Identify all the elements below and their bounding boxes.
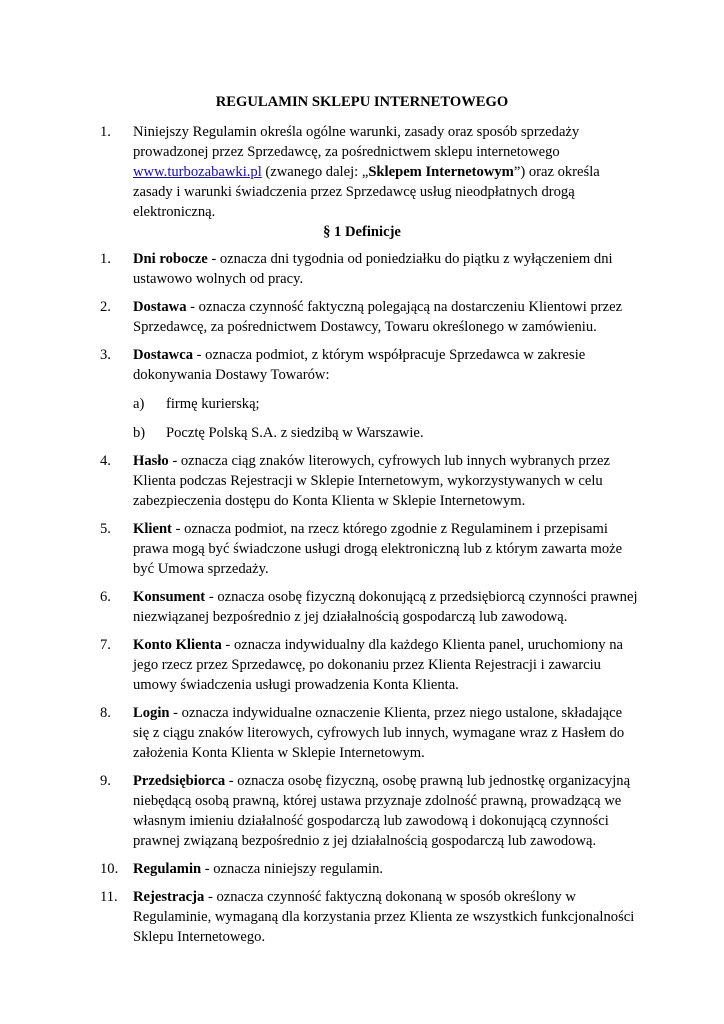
definition-text — [133, 703, 640, 763]
shop-url-link[interactable]: www.turbozabawki.pl — [133, 164, 262, 180]
definition-body: - oznacza dni tygodnia od poniedziałku do piątku z wyłączeniem dni ustawowo wolnych od pracy. — [133, 251, 613, 287]
definition-body: - oznacza niniejszy regulamin. — [201, 861, 384, 877]
definition-term: Dostawa — [133, 299, 187, 315]
definition-item — [100, 859, 640, 879]
subitem-text: Pocztę Polską S.A. z siedzibą w Warszawie. — [166, 425, 424, 441]
definition-text — [133, 887, 640, 947]
definition-item — [100, 345, 640, 443]
definition-text — [133, 859, 640, 879]
definition-body: - oznacza ciąg znaków literowych, cyfrowych lub innych wybranych przez Klienta podczas Rejestracji w Sklepie Internetowym, wykorzystywanych w celu zabezpieczenia dostępu do Konta Klienta w Sklepie Internetowym. — [133, 453, 610, 509]
definition-item — [100, 703, 640, 763]
definition-text — [133, 587, 640, 627]
document-title: REGULAMIN SKLEPU INTERNETOWEGO — [215, 94, 509, 110]
subitem — [133, 394, 640, 414]
definition-body: - oznacza podmiot, na rzecz którego zgodnie z Regulaminem i przepisami prawa mogą być świadczone usługi drogą elektroniczną lub z którym zawarta może być Umowa sprzedaży. — [133, 521, 623, 577]
definition-number: 8. — [100, 705, 111, 721]
definition-number: 5. — [100, 521, 111, 537]
definition-term: Dostawca — [133, 347, 193, 363]
subitem-text: firmę kurierską; — [166, 396, 260, 412]
intro-text-end: ”) oraz określa zasady i warunki świadczenia przez Sprzedawcę usług nieodpłatnych drogą elektroniczną. — [133, 164, 600, 220]
definition-item — [100, 635, 640, 695]
intro-number: 1. — [100, 124, 111, 140]
definition-number: 7. — [100, 637, 111, 653]
definition-body: - oznacza indywidualne oznaczenie Klienta, przez niego ustalone, składające się z ciągu znaków literowych, cyfrowych lub innych, wymagane wraz z Hasłem do założenia Konta Klienta w Sklepie Internetowym. — [133, 705, 625, 761]
definition-term: Hasło — [133, 453, 169, 469]
definition-term: Rejestracja — [133, 889, 205, 905]
definition-term: Regulamin — [133, 861, 202, 877]
definition-term: Dni robocze — [133, 251, 208, 267]
intro-text-mid: (zwanego dalej: „ — [261, 164, 369, 180]
definition-text — [133, 519, 640, 579]
definition-body: - oznacza indywidualny dla każdego Klienta panel, uruchomiony na jego rzecz przez Sprzedawcę, po dokonaniu przez Klienta Rejestracji i zawarciu umowy świadczenia usługi prowadzenia Konta Klienta. — [133, 637, 623, 693]
definition-number: 2. — [100, 299, 111, 315]
definition-item — [100, 771, 640, 851]
definition-number: 10. — [100, 861, 119, 877]
definition-body: - oznacza osobę fizyczną, osobę prawną lub jednostkę organizacyjną niebędącą osobą prawną, której ustawa przyznaje zdolność prawną, prowadzącą we własnym imieniu działalność gospodarczą lub zawodową i dokonującą czynności prawnej związaną bezpośrednio z jej działalnością gospodarczą lub zawodową. — [133, 773, 631, 849]
subitem-letter: a) — [133, 396, 145, 412]
definition-term: Klient — [133, 521, 172, 537]
definition-number: 1. — [100, 251, 111, 267]
subitem-letter: b) — [133, 425, 146, 441]
subitem — [133, 423, 640, 443]
definition-number: 3. — [100, 347, 111, 363]
definition-item — [100, 887, 640, 947]
section-title: § 1 Definicje — [323, 224, 401, 240]
definition-body: - oznacza czynność faktyczną polegającą na dostarczeniu Klientowi przez Sprzedawcę, za pośrednictwem Dostawcy, Towaru określonego w zamówieniu. — [133, 299, 623, 335]
definition-number: 6. — [100, 589, 111, 605]
definition-item — [100, 297, 640, 337]
definition-term: Login — [133, 705, 170, 721]
definition-text — [133, 345, 640, 443]
definition-number: 4. — [100, 453, 111, 469]
definition-term: Konsument — [133, 589, 206, 605]
intro-bold-term: Sklepem Internetowym — [368, 164, 514, 180]
definition-item — [100, 451, 640, 511]
definition-text — [133, 297, 640, 337]
definition-item — [100, 519, 640, 579]
definition-body: - oznacza podmiot, z którym współpracuje Sprzedawca w zakresie dokonywania Dostawy Towarów: — [133, 347, 586, 383]
definition-text — [133, 249, 640, 289]
definition-text — [133, 451, 640, 511]
definition-text — [133, 635, 640, 695]
definition-number: 11. — [100, 889, 118, 905]
definition-item — [100, 249, 640, 289]
definition-body: - oznacza czynność faktyczną dokonaną w sposób określony w Regulaminie, wymaganą dla korzystania przez Klienta ze wszystkich funkcjonalności Sklepu Internetowego. — [133, 889, 635, 945]
definition-body: - oznacza osobę fizyczną dokonującą z przedsiębiorcą czynności prawnej niezwiązanej bezpośrednio z jej działalnością gospodarczą lub zawodową. — [133, 589, 638, 625]
intro-paragraph — [100, 122, 630, 222]
definitions-list — [100, 249, 640, 955]
intro-text — [133, 122, 630, 222]
definition-item — [100, 587, 640, 627]
intro-text-start: Niniejszy Regulamin określa ogólne warunki, zasady oraz sposób sprzedaży prowadzonej przez Sprzedawcę, za pośrednictwem sklepu internetowego — [133, 124, 580, 160]
definition-term: Konto Klienta — [133, 637, 222, 653]
definition-number: 9. — [100, 773, 111, 789]
definition-text — [133, 771, 640, 851]
definition-term: Przedsiębiorca — [133, 773, 226, 789]
